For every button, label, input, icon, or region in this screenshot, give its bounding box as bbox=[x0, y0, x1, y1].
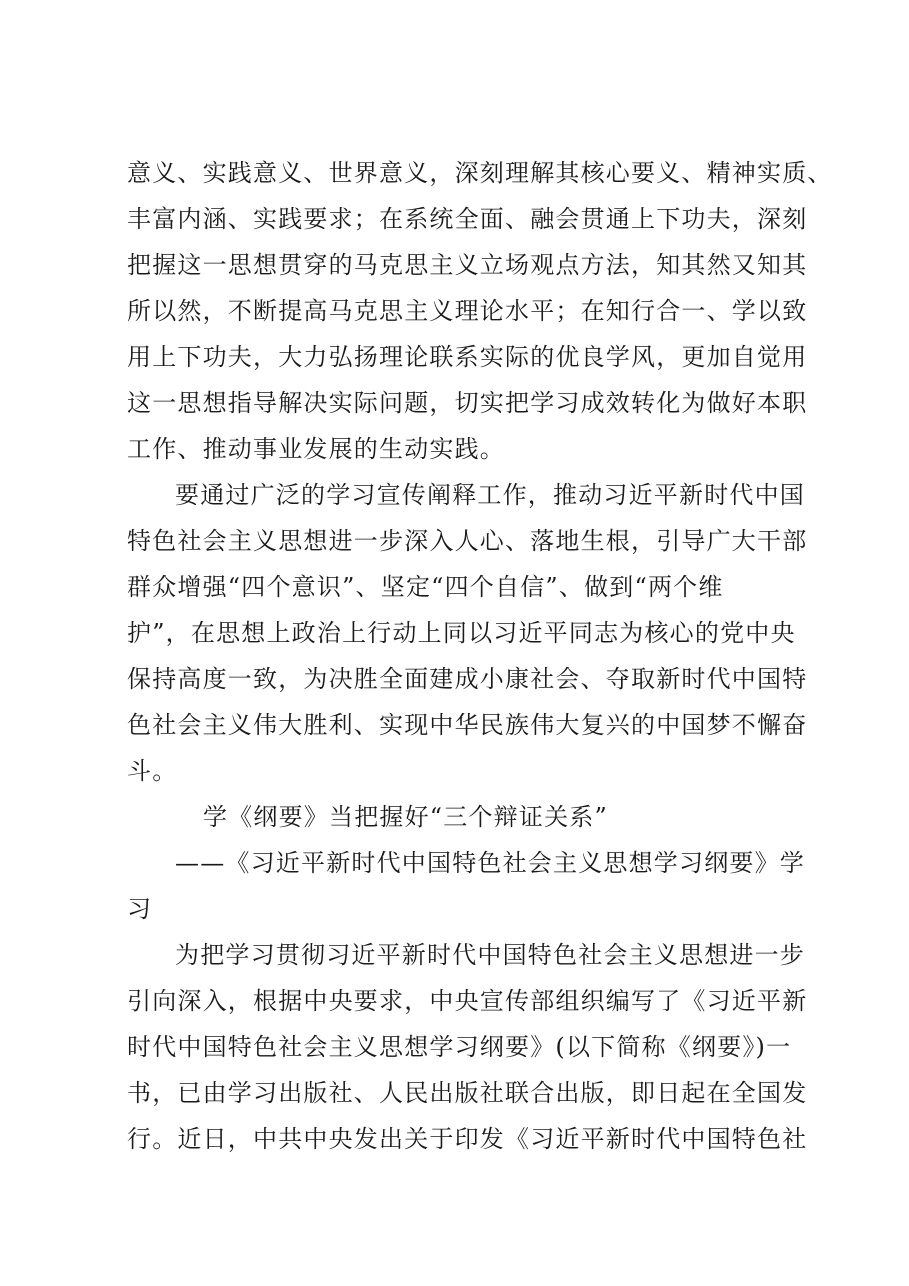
paragraph-line: 时代中国特色社会主义思想学习纲要》(以下简称《纲要》)一 bbox=[127, 1033, 792, 1061]
section-subtitle: ——《习近平新时代中国特色社会主义思想学习纲要》学 bbox=[175, 849, 805, 877]
paragraph-line: 引向深入，根据中央要求，中央宣传部组织编写了《习近平新 bbox=[127, 987, 808, 1015]
paragraph-line: 工作、推动事业发展的生动实践。 bbox=[127, 435, 505, 463]
paragraph-line: 行。近日，中共中央发出关于印发《习近平新时代中国特色社 bbox=[127, 1125, 808, 1153]
paragraph-line: 特色社会主义思想进一步深入人心、落地生根，引导广大干部 bbox=[127, 527, 808, 555]
paragraph-line: 书，已由学习出版社、人民出版社联合出版，即日起在全国发 bbox=[127, 1079, 808, 1107]
paragraph-line: 这一思想指导解决实际问题，切实把学习成效转化为做好本职 bbox=[127, 389, 808, 417]
section-title: 学《纲要》当把握好“三个辩证关系” bbox=[203, 803, 608, 831]
paragraph-line: 群众增强“四个意识”、坚定“四个自信”、做到“两个维 bbox=[127, 573, 724, 601]
paragraph-line: 色社会主义伟大胜利、实现中华民族伟大复兴的中国梦不懈奋 bbox=[127, 711, 808, 739]
paragraph-line: 要通过广泛的学习宣传阐释工作，推动习近平新时代中国 bbox=[175, 481, 805, 509]
paragraph-line: 用上下功夫，大力弘扬理论联系实际的优良学风，更加自觉用 bbox=[127, 343, 808, 371]
paragraph-line: 丰富内涵、实践要求；在系统全面、融会贯通上下功夫，深刻 bbox=[127, 205, 808, 233]
paragraph-line: 把握这一思想贯穿的马克思主义立场观点方法，知其然又知其 bbox=[127, 251, 808, 279]
paragraph-line: 为把学习贯彻习近平新时代中国特色社会主义思想进一步 bbox=[175, 941, 805, 969]
paragraph-line: 保持高度一致，为决胜全面建成小康社会、夺取新时代中国特 bbox=[127, 665, 808, 693]
section-subtitle-continued: 习 bbox=[127, 895, 153, 923]
paragraph-line: 意义、实践意义、世界意义，深刻理解其核心要义、精神实质、 bbox=[127, 159, 833, 187]
paragraph-line: 所以然，不断提高马克思主义理论水平；在知行合一、学以致 bbox=[127, 297, 808, 325]
paragraph-line: 护”，在思想上政治上行动上同以习近平同志为核心的党中央 bbox=[127, 619, 796, 647]
paragraph-line: 斗。 bbox=[127, 757, 178, 785]
